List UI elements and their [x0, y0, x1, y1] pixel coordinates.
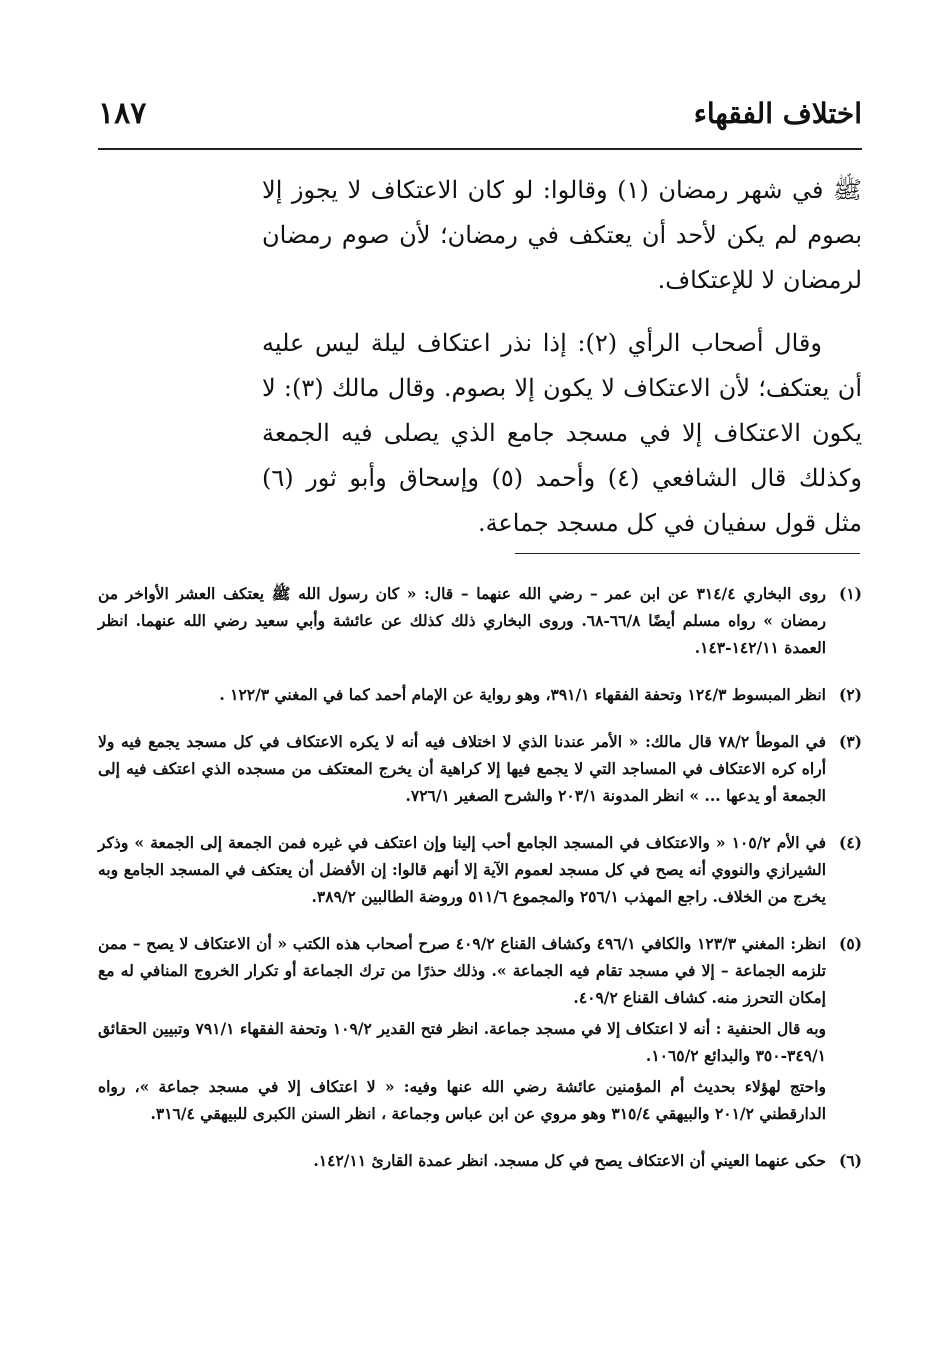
footnote-text: انظر المبسوط ١٢٤/٣ وتحفة الفقهاء ٣٩١/١، وهو رواية عن الإمام أحمد كما في المغني ١٢٢/٣ .	[219, 685, 826, 704]
footnote-text: روى البخاري ٣١٤/٤ عن ابن عمر – رضي الله عنهما – قال: « كان رسول الله ﷺ يعتكف العشر الأواخر من رمضان » رواه مسلم أيضًا ٦٦/٨-٦٨. وروى البخاري ذلك كذلك عن عائشة وأبي سعيد رضي الله عنهما. انظر العمدة ١٤٢/١١-١٤٣.	[98, 584, 826, 657]
footnote	[98, 1147, 862, 1178]
footnote-body	[98, 829, 826, 914]
footnote-body	[98, 728, 826, 813]
footnote-number: (١)	[838, 584, 862, 603]
footnote-text: انظر: المغني ١٢٣/٣ والكافي ٤٩٦/١ وكشاف القناع ٤٠٩/٢ صرح أصحاب هذه الكتب « أن الاعتكاف لا يصح – ممن تلزمه الجماعة – إلا في مسجد تقام فيه الجماعة ». وذلك حذرًا من ترك الجماعة أو تكرار الخروج المنافي له مع إمكان التحرز منه. كشاف القناع ٤٠٩/٢.	[98, 934, 826, 1007]
footnote	[98, 930, 862, 1131]
footnote-body	[98, 681, 826, 712]
running-title: اختلاف الفقهاء	[693, 96, 862, 130]
footnote-body	[98, 930, 826, 1131]
footnote-number: (٤)	[838, 833, 862, 852]
footnote	[98, 829, 862, 914]
header-divider	[98, 148, 862, 150]
footnote-text: في الموطأ ٧٨/٢ قال مالك: « الأمر عندنا الذي لا اختلاف فيه أنه لا يكره الاعتكاف في كل مسجد يجمع فيه ولا أراه كره الاعتكاف في المساجد التي لا يجمع فيها إلا كراهية أن يخرج المعتكف من مسجده الذي اعتكف فيه إلى الجمعة أو يدعها ... » انظر المدونة ٢٠٣/١ والشرح الصغير ٧٢٦/١.	[98, 732, 826, 805]
footnote	[98, 580, 862, 665]
footnote-text: وبه قال الحنفية : أنه لا اعتكاف إلا في مسجد جماعة. انظر فتح القدير ١٠٩/٢ وتحفة الفقهاء ٧٩١/١ وتبيين الحقائق ٣٤٩/١-٣٥٠ والبدائع ١٠٦٥/٢.	[98, 1019, 827, 1065]
footnotes	[98, 580, 862, 1194]
footnote-body	[98, 580, 826, 665]
footnote-number: (٦)	[838, 1151, 862, 1170]
footnote-text: في الأم ١٠٥/٢ « والاعتكاف في المسجد الجامع أحب إلينا وإن اعتكف في غيره فمن الجمعة إلى الجمعة » وذكر الشيرازي والنووي أنه يصح في كل مسجد لعموم الآية إلا أنهم قالوا: إن الأفضل أن يعتكف في المسجد الجامع وبه يخرج من الخلاف. راجع المهذب ٢٥٦/١ والمجموع ٥١١/٦ وروضة الطالبين ٣٨٩/٢.	[98, 833, 826, 906]
footnote-divider	[515, 553, 860, 554]
footnote-number: (٣)	[838, 732, 862, 751]
footnote	[98, 728, 862, 813]
page-number: ١٨٧	[98, 95, 147, 131]
footnote-number: (٢)	[838, 685, 862, 704]
main-text	[262, 168, 862, 564]
footnote-text: واحتج لهؤلاء بحديث أم المؤمنين عائشة رضي الله عنها وفيه: « لا اعتكاف إلا في مسجد جماعة »، رواه الدارقطني ٢٠١/٢ والبيهقي ٣١٥/٤ وهو مروي عن ابن عباس وجماعة ، انظر السنن الكبرى للبيهقي ٣١٦/٤.	[98, 1077, 826, 1123]
footnote-number: (٥)	[838, 934, 862, 953]
main-paragraph: ﷺ في شهر رمضان (١) وقالوا: لو كان الاعتكاف لا يجوز إلا بصوم لم يكن لأحد أن يعتكف في رمضان؛ لأن صوم رمضان لرمضان لا للإعتكاف.	[262, 176, 862, 294]
footnote-body	[98, 1147, 826, 1178]
footnote-text: حكى عنهما العيني أن الاعتكاف يصح في كل مسجد. انظر عمدة القارئ ١٤٢/١١.	[313, 1151, 826, 1170]
main-paragraph: وقال أصحاب الرأي (٢): إذا نذر اعتكاف ليلة ليس عليه أن يعتكف؛ لأن الاعتكاف لا يكون إلا بصوم. وقال مالك (٣): لا يكون الاعتكاف إلا في مسجد جامع الذي يصلى فيه الجمعة وكذلك قال الشافعي (٤) وأحمد (٥) وإسحاق وأبو ثور (٦) مثل قول سفيان في كل مسجد جماعة.	[262, 329, 863, 537]
page-header	[98, 88, 862, 138]
footnote	[98, 681, 862, 712]
